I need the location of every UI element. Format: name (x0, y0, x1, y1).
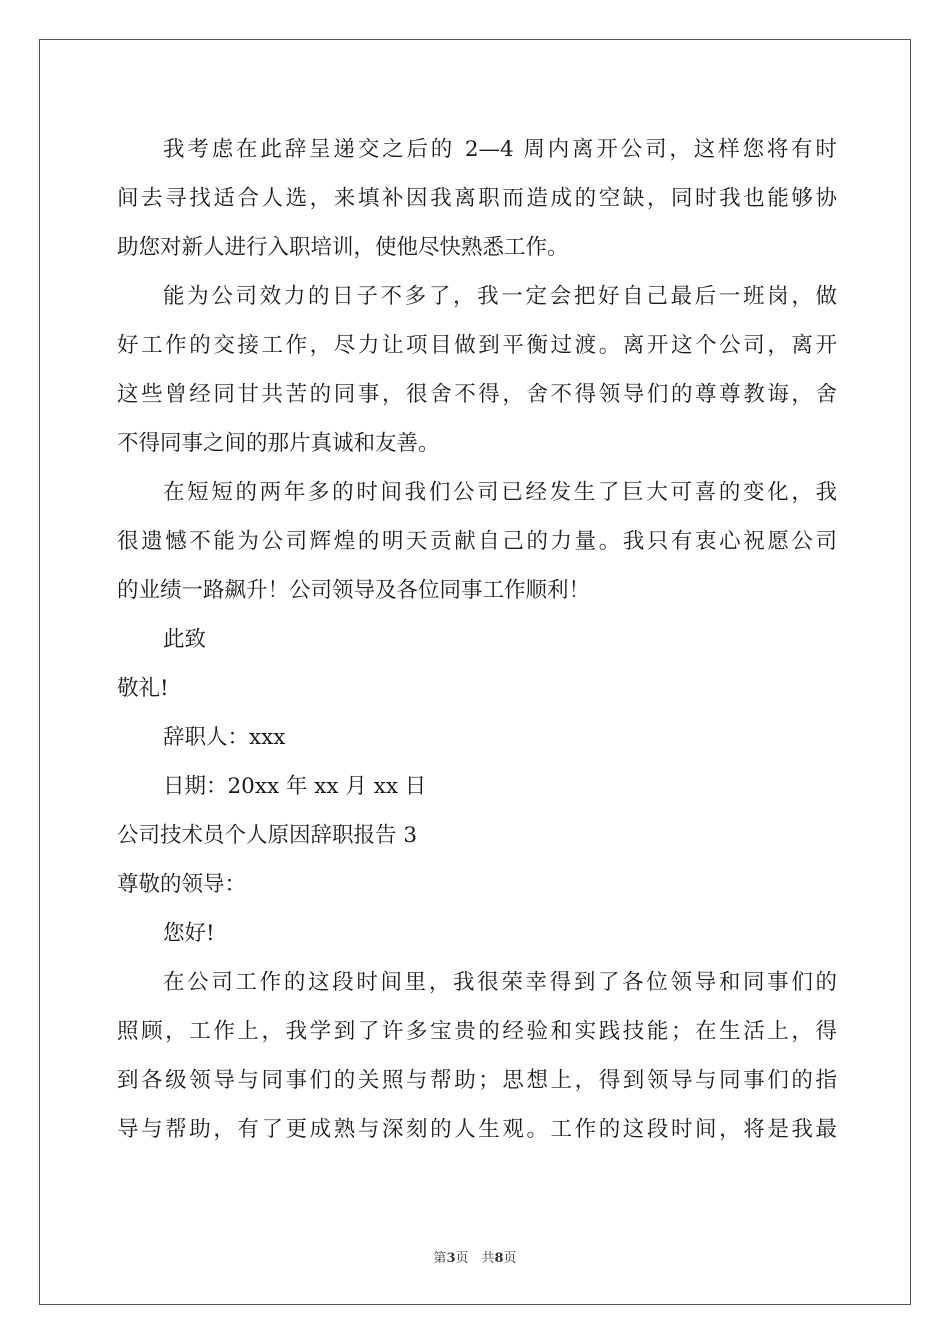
total-page-number: 8 (494, 1251, 504, 1266)
paragraph-line: 照顾，工作上，我学到了许多宝贵的经验和实践技能；在生活上，得 (117, 1019, 837, 1044)
closing-phrase: 此致 (163, 627, 207, 652)
page-label-mid: 页 共 (455, 1251, 495, 1266)
paragraph-line: 我考虑在此辞呈递交之后的 2—4 周内离开公司，这样您将有时 (163, 137, 837, 162)
document-body (117, 125, 837, 1154)
current-page-number: 3 (446, 1251, 456, 1266)
paragraph-line: 的业绩一路飙升！公司领导及各位同事工作顺利！ (117, 578, 591, 603)
paragraph-line: 间去寻找适合人选，来填补因我离职而造成的空缺，同时我也能够协 (117, 186, 837, 211)
page-label-prefix: 第 (433, 1251, 447, 1266)
paragraph-line: 在公司工作的这段时间里，我很荣幸得到了各位领导和同事们的 (163, 970, 837, 995)
paragraph-line: 很遗憾不能为公司辉煌的明天贡献自己的力量。我只有衷心祝愿公司 (117, 529, 837, 554)
paragraph-line: 能为公司效力的日子不多了，我一定会把好自己最后一班岗，做 (163, 284, 837, 309)
paragraph-line: 这些曾经同甘共苦的同事，很舍不得，舍不得领导们的尊尊教诲，舍 (117, 382, 837, 407)
salutation-closing: 敬礼! (117, 676, 169, 701)
paragraph-line: 导与帮助，有了更成熟与深刻的人生观。工作的这段时间，将是我最 (117, 1117, 837, 1142)
page-number-footer (0, 1247, 950, 1266)
paragraph-line: 到各级领导与同事们的关照与帮助；思想上，得到领导与同事们的指 (117, 1068, 837, 1093)
signer-line: 辞职人：xxx (163, 725, 286, 750)
paragraph-line: 不得同事之间的那片真诚和友善。 (117, 431, 440, 456)
paragraph-line: 好工作的交接工作，尽力让项目做到平衡过渡。离开这个公司，离开 (117, 333, 837, 358)
greeting-line: 您好! (163, 921, 215, 946)
section-title: 公司技术员个人原因辞职报告 3 (117, 823, 418, 848)
page-label-suffix: 页 (503, 1251, 517, 1266)
date-line: 日期：20xx 年 xx 月 xx 日 (163, 774, 427, 799)
paragraph-line: 在短短的两年多的时间我们公司已经发生了巨大可喜的变化，我 (163, 480, 837, 505)
recipient-line: 尊敬的领导： (117, 872, 247, 897)
paragraph-line: 助您对新人进行入职培训，使他尽快熟悉工作。 (117, 235, 569, 260)
